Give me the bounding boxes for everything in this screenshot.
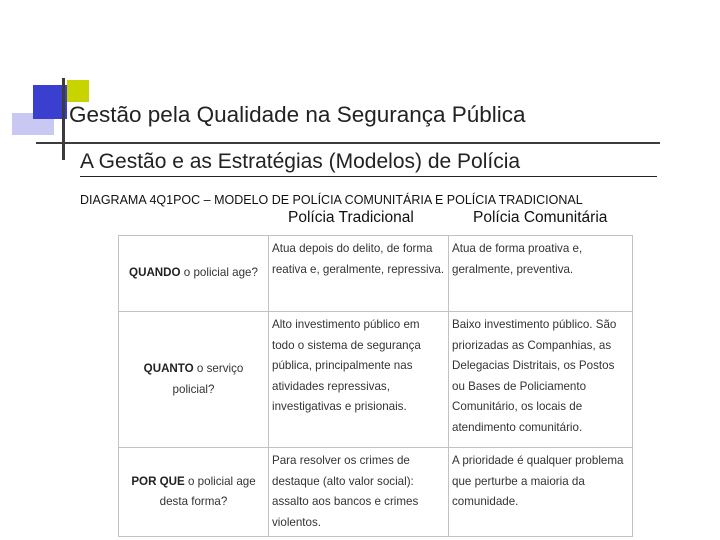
community-cell: Baixo investimento público. São priorizadas as Companhias, as Delegacias Distritais, os Postos ou Bases de Policiamento Comunitário, os locais de atendimento comunitário. <box>449 312 633 448</box>
community-cell: A prioridade é qualquer problema que perturbe a maioria da comunidade. <box>449 448 633 537</box>
question-text: o policial age? <box>180 266 258 280</box>
slide-subtitle: A Gestão e as Estratégias (Modelos) de Polícia <box>80 150 521 173</box>
comparison-table <box>118 235 633 537</box>
community-cell: Atua de forma proativa e, geralmente, preventiva. <box>449 236 633 312</box>
question-keyword: POR QUE <box>131 474 185 488</box>
traditional-cell: Para resolver os crimes de destaque (alto valor social): assalto aos bancos e crimes violentos. <box>269 448 449 537</box>
traditional-cell: Alto investimento público em todo o sistema de segurança pública, principalmente nas atividades repressivas, investigativas e prisionais. <box>269 312 449 448</box>
question-keyword: QUANDO <box>129 266 181 280</box>
decorative-vertical-line <box>62 78 65 160</box>
question-cell <box>119 312 269 448</box>
diagram-label: DIAGRAMA 4Q1POC – MODELO DE POLÍCIA COMUNITÁRIA E POLÍCIA TRADICIONAL <box>80 193 583 207</box>
traditional-cell: Atua depois do delito, de forma reativa e, geralmente, repressiva. <box>269 236 449 312</box>
column-header-traditional: Polícia Tradicional <box>288 209 414 226</box>
question-cell <box>119 448 269 537</box>
question-keyword: QUANTO <box>143 362 194 375</box>
slide-title: Gestão pela Qualidade na Segurança Pública <box>69 102 526 127</box>
table-row-quando <box>119 236 633 312</box>
table-row-quanto <box>119 312 633 448</box>
question-text: o serviço policial? <box>172 362 244 396</box>
subtitle-underline <box>80 176 657 177</box>
question-text: o policial age desta forma? <box>159 474 256 508</box>
table-row-por-que <box>119 448 633 537</box>
question-cell <box>119 236 269 312</box>
column-header-community: Polícia Comunitária <box>473 209 608 226</box>
title-divider-line <box>36 142 660 144</box>
decorative-yellow-square <box>67 80 89 102</box>
